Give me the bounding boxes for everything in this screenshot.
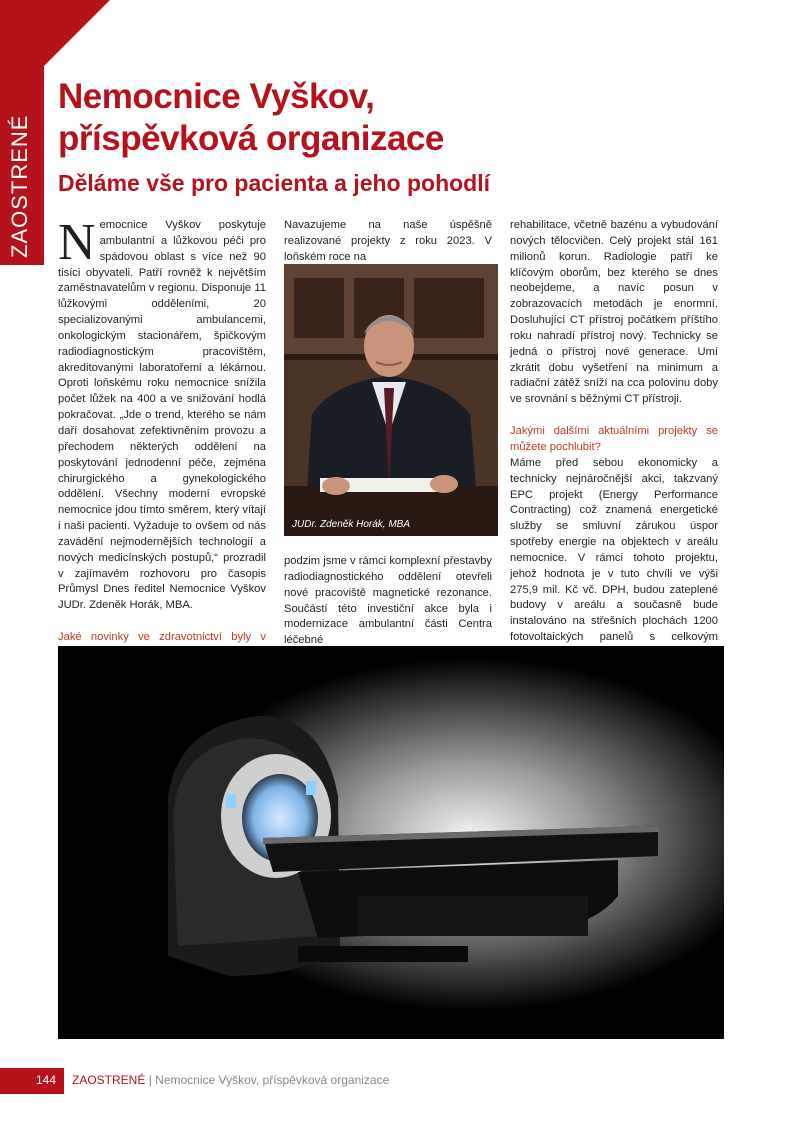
interview-question-1: Jaké novinky ve zdravotnictví byly v	[58, 631, 266, 644]
article-title	[58, 76, 758, 160]
ct-scanner-photo	[58, 646, 724, 1039]
column-1	[58, 214, 266, 678]
portrait-illustration	[284, 264, 498, 536]
column-3-paragraph-2: Máme před sebou ekonomicky a technicky nejnáročnější akci, takzvaný EPC projekt (Energy Performance Contracting) což znamená energetické služby se smluvní zárukou úspor spotřeby energie na objektech v areálu nemocnice. V rámci tohoto projektu, jehož hodnota je v tuto chvíli ve výši 275,9 mil. Kč vč. DPH, budou zateplené budovy v areálu a současně bude instalováno na střešních plochách 1200 fotovoltaických panelů s celkovým	[510, 456, 718, 644]
intro-text: emocnice Vyškov poskytuje ambulantní a lůžkovou péči pro spádovou oblast s více než 90 tisíci obyvateli. Patří rovněž k největším zaměstnavatelům v regionu. Disponuje 11 lůžkovými odděleními, 20 specializovanými ambulancemi, onkologickým stacionářem, špičkovým radiodiagnostickým pracovištěm, akreditovanými laboratořemi a lékárnou. Oproti loňskému roku nemocnice snížila počet lůžek na 400 a ve snižování hodlá pokračovat. „Jde o trend, kterého se nám daří dosahovat zefektivněním provozu a přechodem některých oddělení na poskytování jednodenní péče, zejména chirurgického a gynekologického oddělení. Všechny moderní evropské nemocnice jdou tímto směrem, který vítají i naši pacienti. Vyžaduje to ovšem od nás zavádění nejmodernějších technologií a nových medicínských postupů,“ prozradil v zajímavém rozhovoru pro časopis Průmysl Dnes ředitel Nemocnice Vyškov JUDr. Zdeněk Horák, MBA.	[58, 219, 266, 612]
director-portrait	[284, 264, 498, 536]
footer-title: Nemocnice Vyškov, příspěvková organizace	[155, 1073, 390, 1087]
title-line-2: příspěvková organizace	[58, 119, 444, 158]
column-2-top-text: Navazujeme na naše úspěšně realizované projekty z roku 2023. V loňském roce na	[284, 219, 492, 263]
intro-paragraph	[58, 214, 266, 614]
page-number: 144	[36, 1073, 57, 1087]
section-side-label: ZAOSTRENÉ	[7, 114, 32, 258]
footer-running-title	[72, 1073, 389, 1087]
column-2-bottom	[284, 554, 492, 649]
drop-cap: N	[58, 214, 96, 271]
footer-section: ZAOSTRENÉ	[72, 1073, 146, 1087]
interview-question-2: Jakými dalšími aktuálními projekty se můžete pochlubit?	[510, 425, 718, 453]
article-subtitle: Děláme vše pro pacienta a jeho pohodlí	[58, 170, 491, 196]
portrait-caption: JUDr. Zdeněk Horák, MBA	[292, 519, 410, 530]
column-3	[510, 218, 718, 693]
title-line-1: Nemocnice Vyškov,	[58, 77, 375, 116]
footer-separator: |	[148, 1073, 152, 1087]
column-3-paragraph-1: rehabilitace, včetně bazénu a vybudování nových tělocvičen. Celý projekt stál 161 milionů korun. Radiologie patří ke klíčovým oborům, bez kterého se dnes neobejdeme, a navíc posun v zobrazovacích metodách je enormní. Dosluhující CT přístroj počátkem příštího roku nahradí přístroj nový. Technicky se jedná o přístroj nové generace. Umí zkrátit dobu vyšetření na minimum a radiační zátěž sníží na cca polovinu doby ve srovnání s běžnými CT přístroji.	[510, 219, 718, 406]
column-2-bottom-text: podzim jsme v rámci komplexní přestavby radiodiagnostického oddělení otevřeli nové pracoviště magnetické rezonance. Součástí této investiční akce byla i modernizace ambulantní části Centra léčebné	[284, 555, 492, 647]
column-2	[284, 218, 492, 266]
ct-scanner-illustration	[58, 646, 724, 1039]
